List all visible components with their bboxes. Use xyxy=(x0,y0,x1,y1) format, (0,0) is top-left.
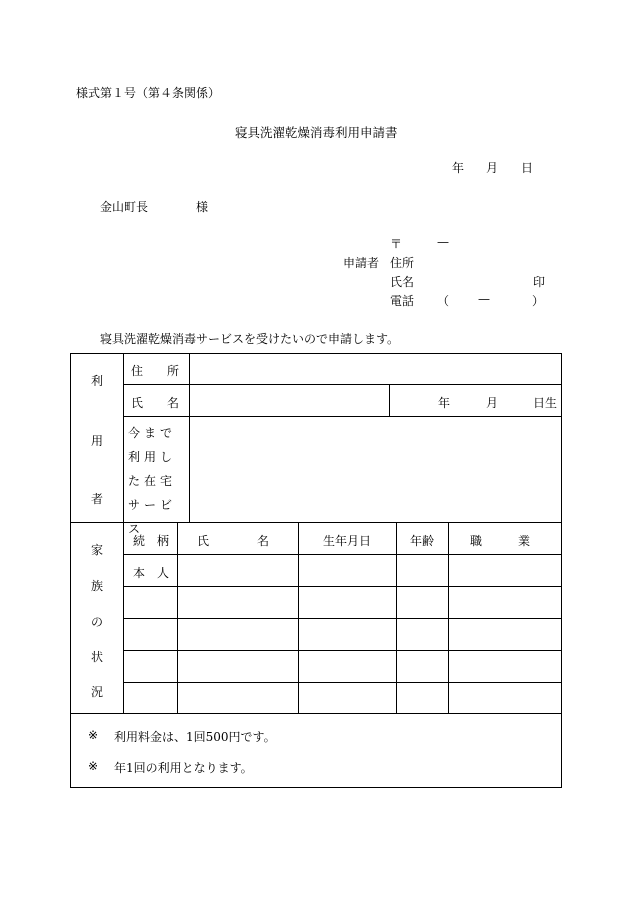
note-mark: ※ xyxy=(88,759,99,773)
note-text: 利用料金は、1回500円です。 xyxy=(114,730,276,744)
family-label-char: 家 xyxy=(90,543,103,557)
prior-services-label: 今まで利用した在宅サービス xyxy=(128,426,177,536)
addressee-name: 金山町長 xyxy=(100,200,149,214)
applicant-name-label: 氏名 xyxy=(390,275,415,289)
seal-mark: 印 xyxy=(533,275,546,289)
header-occupation: 職 業 xyxy=(470,534,531,548)
note-mark: ※ xyxy=(88,728,99,742)
note-text: 年1回の利用となります。 xyxy=(114,761,253,775)
birth-month-label: 月 xyxy=(486,396,499,410)
postal-dash: — xyxy=(437,235,449,249)
user-label-char: 者 xyxy=(90,492,103,506)
family-label-char: 族 xyxy=(90,579,103,593)
family-label-char: の xyxy=(90,615,103,629)
user-address-field[interactable] xyxy=(190,354,561,384)
form-number: 様式第１号（第４条関係） xyxy=(76,86,221,100)
postal-mark: 〒 xyxy=(390,237,403,251)
family-label-char: 状 xyxy=(90,650,103,664)
header-dob: 生年月日 xyxy=(323,534,372,548)
user-label-char: 利 xyxy=(90,374,103,388)
phone-dash: — xyxy=(478,292,490,306)
header-age: 年齢 xyxy=(410,534,435,548)
user-label-char: 用 xyxy=(90,434,103,448)
applicant-address-label: 住所 xyxy=(390,256,415,270)
birth-year-label: 年 xyxy=(438,396,451,410)
birth-day-label: 日生 xyxy=(533,396,558,410)
family-label-char: 況 xyxy=(90,685,103,699)
user-address-label: 住 所 xyxy=(131,364,180,378)
header-relation: 続 柄 xyxy=(133,534,170,548)
user-name-label: 氏 名 xyxy=(131,396,180,410)
prior-services-field[interactable] xyxy=(190,417,561,522)
form-title: 寝具洗濯乾燥消毒利用申請書 xyxy=(235,125,398,140)
applicant-label: 申請者 xyxy=(343,256,380,270)
phone-open-paren: （ xyxy=(437,294,450,308)
date-year: 年 xyxy=(452,161,465,175)
addressee-honorific: 様 xyxy=(196,200,209,214)
date-day: 日 xyxy=(521,161,534,175)
phone-close-paren: ） xyxy=(532,294,545,308)
date-month: 月 xyxy=(486,161,499,175)
family-row-relation: 本 人 xyxy=(133,566,170,580)
application-statement: 寝具洗濯乾燥消毒サービスを受けたいので申請します。 xyxy=(100,332,400,346)
header-name: 氏 名 xyxy=(197,534,270,548)
applicant-phone-label: 電話 xyxy=(390,294,415,308)
user-name-field[interactable] xyxy=(190,385,389,416)
